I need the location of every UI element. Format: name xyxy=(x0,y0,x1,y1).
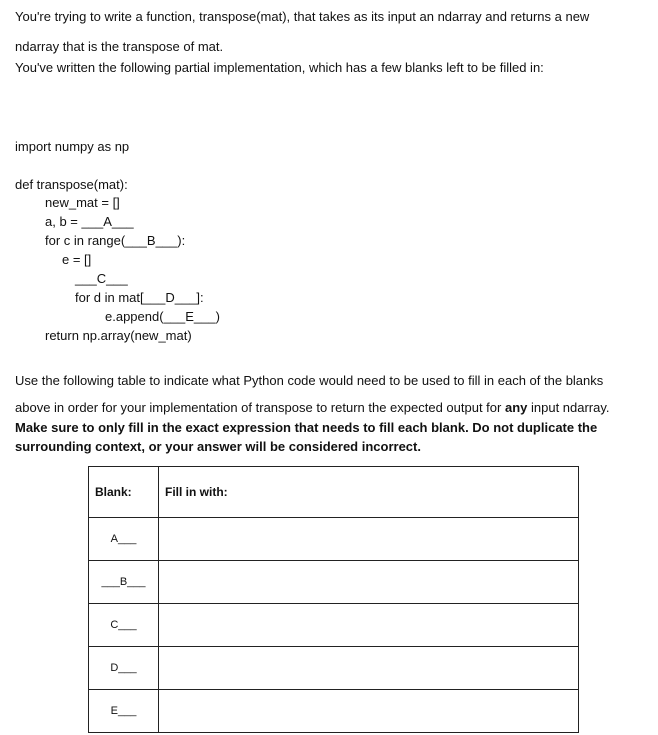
blank-d: ___D___ xyxy=(143,290,197,305)
instructions-bold-1: Make sure to only fill in the exact expression that needs to fill each blank. Do not duplicate the xyxy=(15,420,598,435)
intro-line-2 xyxy=(15,38,223,56)
instructions-text: input ndarray. xyxy=(527,400,610,415)
code-def: def transpose(mat): xyxy=(15,177,128,192)
ndarray-term: ndarray xyxy=(437,9,482,24)
emphasis-any: any xyxy=(504,400,528,415)
code-import: import numpy as np xyxy=(15,139,130,154)
function-name: transpose(mat) xyxy=(199,9,287,24)
code-e-init: e = [] xyxy=(62,252,92,267)
code-text: ) xyxy=(215,309,220,324)
function-name: transpose xyxy=(255,400,313,415)
table-row xyxy=(89,561,579,604)
instructions-text: to return the expected output for xyxy=(312,400,505,415)
instructions-line-1: Use the following table to indicate what Python code would need to be used to fill in each of the blanks xyxy=(15,373,604,388)
answer-cell[interactable] xyxy=(159,690,579,733)
code-new-mat: new_mat = [] xyxy=(45,195,120,210)
blank-label: D___ xyxy=(89,647,159,690)
code-for-c-line xyxy=(45,232,185,250)
intro-text: , that takes as its input an xyxy=(286,9,438,24)
instructions-bold-2: surrounding context, or your answer will be considered incorrect. xyxy=(15,439,421,454)
intro-text: ndarray that is the transpose of xyxy=(15,39,198,54)
code-ab-line xyxy=(45,213,134,231)
code-text: a, b = xyxy=(45,214,82,229)
header-blank: Blank: xyxy=(89,467,159,518)
table-row xyxy=(89,604,579,647)
code-text: for d in mat[ xyxy=(75,290,144,305)
answer-table xyxy=(88,466,579,733)
code-text: for c in range( xyxy=(45,233,126,248)
table-row xyxy=(89,647,579,690)
code-append-line xyxy=(105,308,220,326)
answer-cell[interactable] xyxy=(159,604,579,647)
mat-term: mat xyxy=(197,39,220,54)
blank-label: C___ xyxy=(89,604,159,647)
table-header-row xyxy=(89,467,579,518)
answer-cell[interactable] xyxy=(159,561,579,604)
intro-line-1 xyxy=(15,8,589,26)
blank-e: ___E___ xyxy=(163,309,216,324)
blank-label: ___B___ xyxy=(89,561,159,604)
code-text: e.append( xyxy=(105,309,164,324)
code-return: return np.array(new_mat) xyxy=(45,328,192,343)
intro-line-3: You've written the following partial implementation, which has a few blanks left to be filled in: xyxy=(15,60,544,75)
intro-text: . xyxy=(219,39,224,54)
intro-text: You're trying to write a function, xyxy=(15,9,200,24)
blank-a: ___A___ xyxy=(81,214,134,229)
blank-c: ___C___ xyxy=(75,271,128,286)
code-text: ): xyxy=(177,233,186,248)
code-text: ]: xyxy=(196,290,204,305)
table-row xyxy=(89,690,579,733)
blank-label: E___ xyxy=(89,690,159,733)
answer-cell[interactable] xyxy=(159,518,579,561)
header-fill: Fill in with: xyxy=(159,467,579,518)
blank-b: ___B___ xyxy=(125,233,178,248)
blank-label: A___ xyxy=(89,518,159,561)
code-for-d-line xyxy=(75,289,204,307)
intro-text: and returns a new xyxy=(481,9,590,24)
table-row xyxy=(89,518,579,561)
instructions-text: above in order for your implementation of xyxy=(15,400,256,415)
instructions-line-2 xyxy=(15,399,610,417)
answer-cell[interactable] xyxy=(159,647,579,690)
